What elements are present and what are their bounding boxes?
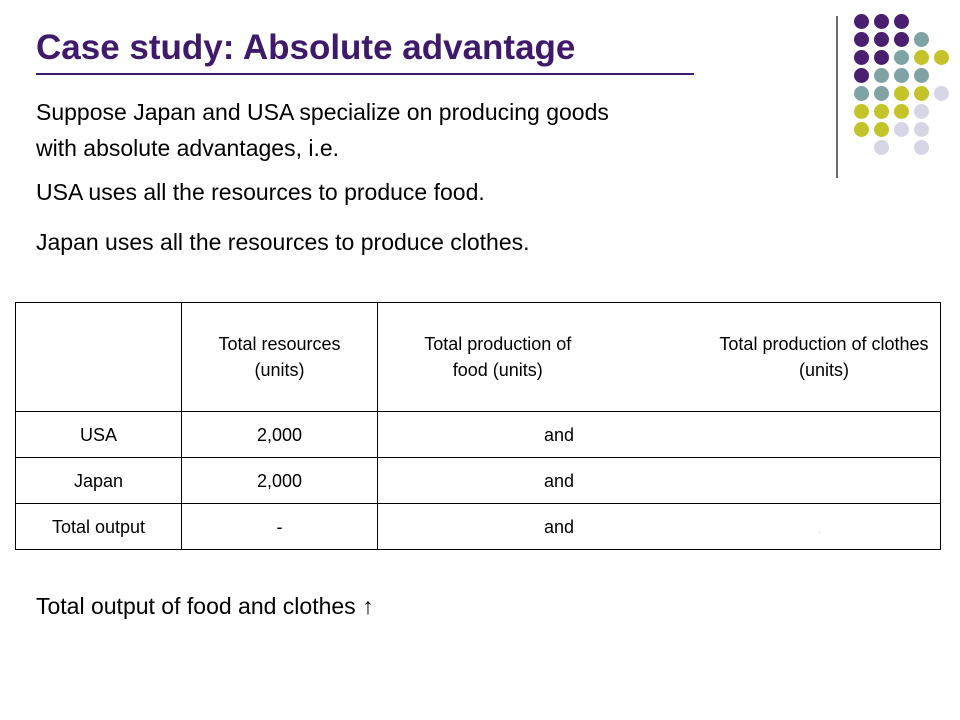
table-header-row xyxy=(16,303,941,412)
decor-dot xyxy=(874,68,889,83)
decor-dot xyxy=(854,32,869,47)
decor-dot xyxy=(894,68,909,83)
decor-dot xyxy=(874,122,889,137)
table-row xyxy=(16,504,941,550)
intro-line-2: with absolute advantages, i.e. xyxy=(36,135,340,161)
decor-dot xyxy=(934,50,949,65)
title-underline xyxy=(36,73,694,75)
usa-production-merged xyxy=(378,412,941,458)
decor-dot xyxy=(894,86,909,101)
japan-production-merged xyxy=(378,458,941,504)
decor-dot xyxy=(894,14,909,29)
decor-dot xyxy=(854,86,869,101)
decor-dot xyxy=(914,140,929,155)
decor-dot xyxy=(914,86,929,101)
row-label-japan: Japan xyxy=(16,458,182,504)
decor-dot xyxy=(914,104,929,119)
decor-dot xyxy=(914,68,929,83)
table-row xyxy=(16,412,941,458)
decor-dot xyxy=(854,104,869,119)
decor-dot xyxy=(914,50,929,65)
header-clothes-label: Total production of clothes (units) xyxy=(719,334,929,380)
decor-dot xyxy=(874,50,889,65)
table-row xyxy=(16,458,941,504)
header-cell-empty xyxy=(16,303,182,412)
usa-resources: 2,000 xyxy=(182,412,378,458)
decor-dot xyxy=(874,32,889,47)
production-table xyxy=(15,302,941,550)
header-clothes-production xyxy=(618,303,941,412)
japan-resources: 2,000 xyxy=(182,458,378,504)
decor-dot xyxy=(874,14,889,29)
decor-dot xyxy=(894,104,909,119)
vertical-divider xyxy=(836,16,838,178)
decor-dot xyxy=(914,32,929,47)
total-resources: - xyxy=(182,504,378,550)
slide-title: Case study: Absolute advantage xyxy=(36,28,576,67)
total-and: and xyxy=(543,516,575,537)
usa-and: and xyxy=(543,424,575,445)
decor-dot xyxy=(854,14,869,29)
intro-line-1: Suppose Japan and USA specialize on producing goods xyxy=(36,99,609,125)
small-dot-mark: . xyxy=(818,529,820,535)
total-production-merged xyxy=(378,504,941,550)
row-label-usa: USA xyxy=(16,412,182,458)
decor-dot xyxy=(874,104,889,119)
conclusion-text: Total output of food and clothes ↑ xyxy=(36,593,374,619)
japan-statement: Japan uses all the resources to produce clothes. xyxy=(36,229,530,255)
decor-dot xyxy=(934,86,949,101)
decor-dot xyxy=(854,122,869,137)
decor-dot xyxy=(894,122,909,137)
japan-and: and xyxy=(543,470,575,491)
usa-statement: USA uses all the resources to produce food. xyxy=(36,179,485,205)
decor-dot xyxy=(854,50,869,65)
decor-dot xyxy=(874,86,889,101)
header-total-resources: Total resources (units) xyxy=(182,303,378,412)
row-label-total: Total output xyxy=(16,504,182,550)
decor-dot xyxy=(894,32,909,47)
decor-dot xyxy=(874,140,889,155)
decor-dot xyxy=(894,50,909,65)
decor-dot xyxy=(854,68,869,83)
header-food-production: Total production of food (units) xyxy=(378,303,618,412)
decor-dot xyxy=(914,122,929,137)
